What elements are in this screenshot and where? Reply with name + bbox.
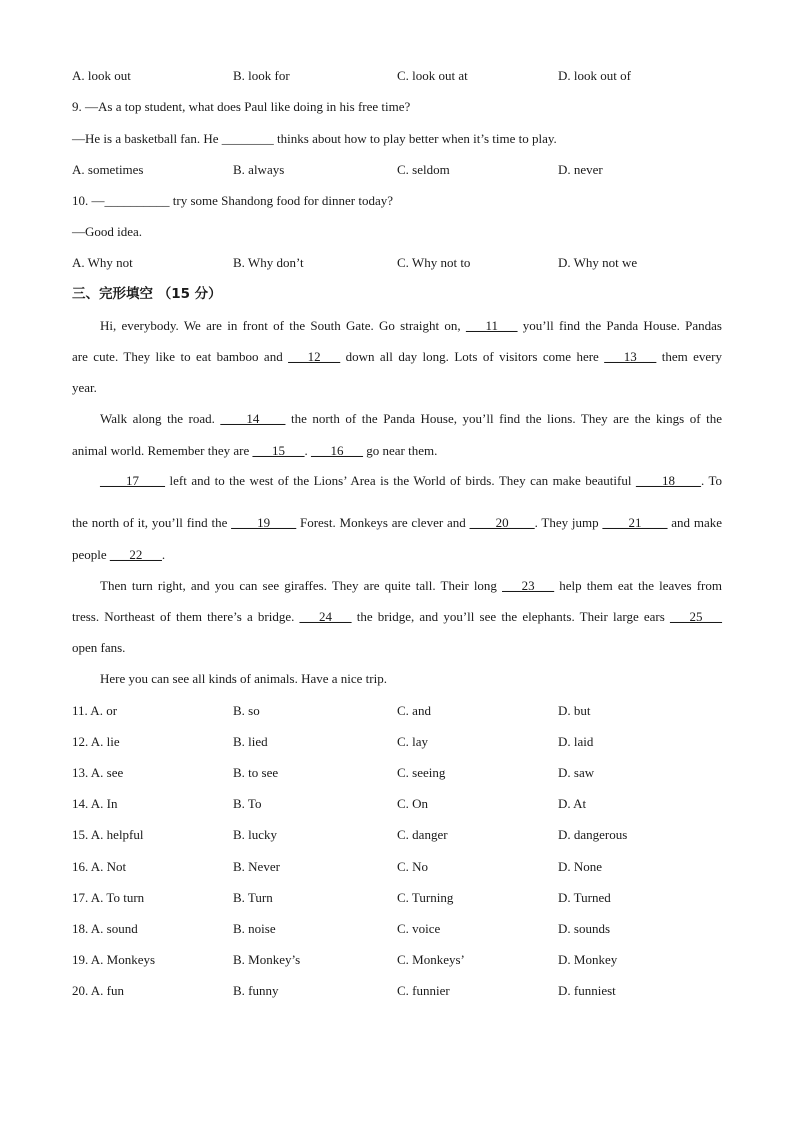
choice-a: 16. A. Not — [72, 859, 127, 874]
choice-a: 13. A. see — [72, 765, 124, 780]
q8-option-b: B. look for — [233, 68, 290, 83]
blank-24: ___24___ — [299, 609, 352, 624]
passage-line: are cute. They like to eat bamboo and ___12___ down all day long. Lots of visitors come here ___13___ them every — [72, 349, 722, 364]
blank-15: ___15___ — [252, 443, 305, 458]
choice-c: C. seeing — [397, 765, 446, 780]
choice-d: D. sounds — [558, 921, 611, 936]
choice-b: B. funny — [233, 983, 279, 998]
choice-b: B. To — [233, 796, 262, 811]
choice-b: B. Turn — [233, 890, 273, 905]
passage-line: open fans. — [72, 640, 126, 655]
choice-a: 20. A. fun — [72, 983, 124, 998]
q10-option-c: C. Why not to — [397, 255, 471, 270]
q10-option-b: B. Why don’t — [233, 255, 304, 270]
q9-question: 9. —As a top student, what does Paul like doing in his free time? — [72, 99, 411, 114]
blank-11: ___11___ — [465, 318, 518, 333]
choice-a: 11. A. or — [72, 703, 118, 718]
blank-12: ___12___ — [288, 349, 341, 364]
q8-option-a: A. look out — [72, 68, 131, 83]
blank-22: ___22___ — [109, 547, 162, 562]
blank-19: ____19____ — [231, 515, 297, 530]
q9-option-a: A. sometimes — [72, 162, 144, 177]
q10-option-a: A. Why not — [72, 255, 133, 270]
choice-d: D. None — [558, 859, 603, 874]
choice-d: D. Monkey — [558, 952, 618, 967]
q10-question: 10. —__________ try some Shandong food for dinner today? — [72, 193, 393, 208]
choice-a: 17. A. To turn — [72, 890, 145, 905]
choice-b: B. lucky — [233, 827, 278, 842]
choice-d: D. dangerous — [558, 827, 628, 842]
choice-a: 14. A. In — [72, 796, 118, 811]
choice-c: C. funnier — [397, 983, 450, 998]
passage-line: ____17____ left and to the west of the Lions’ Area is the World of birds. They can make beautiful ____18____. To — [100, 473, 722, 488]
blank-13: ___13___ — [604, 349, 657, 364]
choice-c: C. lay — [397, 734, 429, 749]
choice-a: 15. A. helpful — [72, 827, 144, 842]
passage-line: people ___22___. — [72, 547, 166, 562]
blank-20: ____20____ — [469, 515, 535, 530]
choice-c: C. and — [397, 703, 431, 718]
q9-option-d: D. never — [558, 162, 603, 177]
choice-b: B. so — [233, 703, 260, 718]
passage-line: Walk along the road. ____14____ the north of the Panda House, you’ll find the lions. They are the kings of the — [100, 411, 722, 426]
passage-line: tress. Northeast of them there’s a bridge. ___24___ the bridge, and you’ll see the elephants. Their large ears ___25___ — [72, 609, 722, 624]
blank-18: ____18____ — [635, 473, 701, 488]
blank-16: ___16___ — [311, 443, 363, 458]
choice-a: 18. A. sound — [72, 921, 138, 936]
q10-option-d: D. Why not we — [558, 255, 638, 270]
choice-c: C. No — [397, 859, 429, 874]
choice-d: D. laid — [558, 734, 594, 749]
blank-23: ___23___ — [502, 578, 555, 593]
passage-line: Hi, everybody. We are in front of the South Gate. Go straight on, ___11___ you’ll find the Panda House. Pandas — [100, 318, 722, 333]
passage-line: animal world. Remember they are ___15___. ___16___ go near them. — [72, 443, 438, 458]
passage-line: year. — [72, 380, 97, 395]
choice-c: C. Turning — [397, 890, 454, 905]
q9-answer-line: —He is a basketball fan. He ________ thinks about how to play better when it’s time to play. — [72, 131, 557, 146]
choice-a: 12. A. lie — [72, 734, 120, 749]
blank-14: ____14____ — [220, 411, 286, 426]
choice-b: B. lied — [233, 734, 268, 749]
choice-d: D. Turned — [558, 890, 611, 905]
choice-b: B. Monkey’s — [233, 952, 301, 967]
choice-d: D. but — [558, 703, 591, 718]
passage-line: Then turn right, and you can see giraffes. They are quite tall. Their long ___23___ help them eat the leaves from — [100, 578, 722, 593]
choice-b: B. to see — [233, 765, 279, 780]
q10-reply: —Good idea. — [72, 224, 143, 239]
q9-option-b: B. always — [233, 162, 285, 177]
choice-c: C. voice — [397, 921, 441, 936]
q8-option-d: D. look out of — [558, 68, 631, 83]
blank-25: ___25___ — [670, 609, 722, 624]
choice-b: B. noise — [233, 921, 276, 936]
choice-c: C. On — [397, 796, 429, 811]
blank-21: ____21____ — [602, 515, 668, 530]
passage-line: the north of it, you’ll find the ____19____ Forest. Monkeys are clever and ____20____. They jump ____21____ and make — [72, 515, 722, 530]
q8-option-c: C. look out at — [397, 68, 468, 83]
choice-d: D. At — [558, 796, 587, 811]
passage-line: Here you can see all kinds of animals. Have a nice trip. — [100, 671, 387, 686]
choice-c: C. danger — [397, 827, 448, 842]
choice-d: D. saw — [558, 765, 595, 780]
choice-a: 19. A. Monkeys — [72, 952, 156, 967]
choice-c: C. Monkeys’ — [397, 952, 465, 967]
section-heading: 三、完形填空 （15 分） — [72, 286, 222, 302]
blank-17: ____17____ — [100, 473, 165, 488]
q9-option-c: C. seldom — [397, 162, 450, 177]
choice-b: B. Never — [233, 859, 280, 874]
choice-d: D. funniest — [558, 983, 616, 998]
